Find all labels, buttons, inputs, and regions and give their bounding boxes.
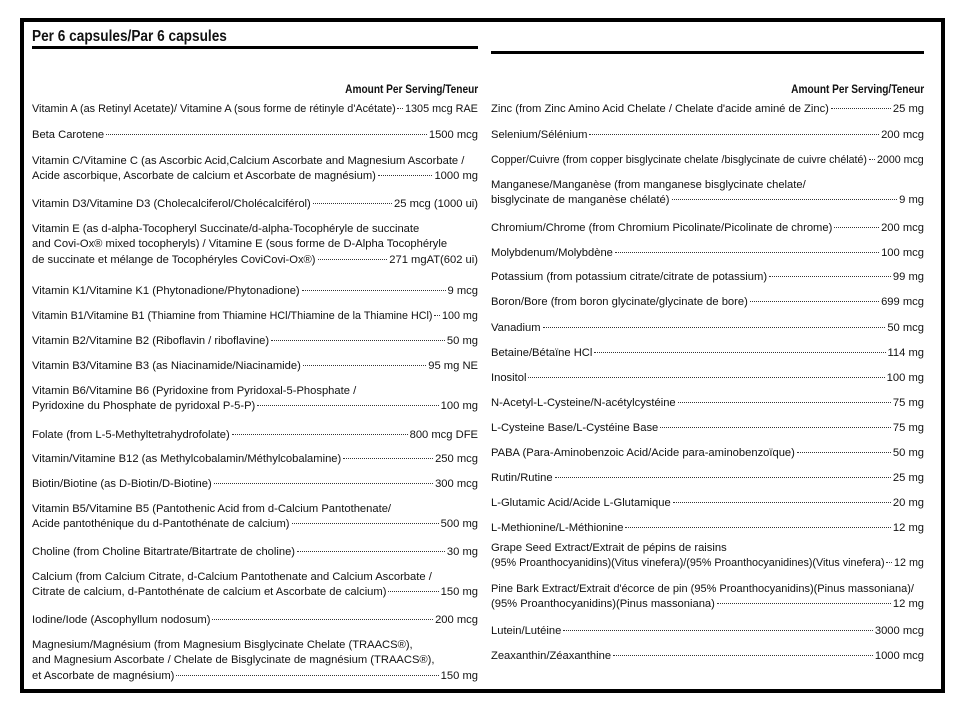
dot-leader	[660, 427, 891, 428]
nutrient-row	[491, 649, 924, 664]
nutrient-row	[32, 309, 478, 324]
nutrient-amount: 500 mg	[440, 518, 478, 531]
nutrient-amount: 50 mg	[892, 447, 924, 459]
dot-leader	[434, 315, 440, 316]
nutrient-amount: 9 mg	[899, 194, 924, 207]
nutrient-amount: 50 mg	[446, 335, 478, 347]
nutrient-name: Folate (from L-5-Methyltetrahydrofolate)	[32, 429, 230, 441]
nutrient-name: Pine Bark Extract/Extrait d'écorce de pin (95% Proanthocyanidins)(Pinus massoniana)/	[491, 583, 914, 595]
dot-leader	[292, 523, 439, 524]
nutrient-amount: 250 mcg	[435, 453, 478, 465]
dot-leader	[232, 434, 408, 435]
nutrient-name: Pyridoxine du Phosphate de pyridoxal P-5-P)	[32, 400, 256, 413]
nutrient-name: Vitamin B2/Vitamine B2 (Riboflavin / riboflavine)	[32, 335, 270, 347]
nutrient-row	[491, 624, 924, 639]
nutrient-amount: 20 mg	[892, 497, 924, 509]
nutrient-row	[32, 334, 478, 349]
nutrient-amount: 95 mg NE	[428, 360, 478, 372]
nutrient-row	[491, 346, 924, 361]
nutrient-amount: 12 mg	[892, 598, 924, 611]
nutrient-amount: 30 mg	[446, 546, 478, 558]
dot-leader	[797, 452, 891, 453]
nutrient-name: Vitamin C/Vitamine C (as Ascorbic Acid,Calcium Ascorbate and Magnesium Ascorbate /	[32, 155, 465, 167]
nutrient-row	[32, 452, 478, 467]
nutrient-name: L-Methionine/L-Méthionine	[491, 522, 624, 534]
nutrient-amount: 200 mcg	[881, 222, 924, 234]
dot-leader	[212, 619, 433, 620]
nutrient-amount: 1305 mcg RAE	[405, 103, 479, 115]
dot-leader	[271, 340, 445, 341]
nutrient-name: Vitamin D3/Vitamine D3 (Cholecalciferol/Cholécalciférol)	[32, 198, 311, 210]
nutrient-row	[32, 102, 478, 117]
nutrient-amount: 25 mg	[892, 103, 924, 115]
dot-leader	[543, 327, 886, 328]
nutrient-row	[491, 471, 924, 486]
dot-leader	[834, 227, 879, 228]
nutrient-name: Biotin/Biotine (as D-Biotin/D-Biotine)	[32, 478, 212, 490]
nutrient-name: Vitamin/Vitamine B12 (as Methylcobalamin/Méthylcobalamine)	[32, 453, 342, 465]
dot-leader	[831, 108, 891, 109]
nutrient-amount: 150 mg	[440, 586, 478, 599]
nutrient-amount: 1000 mcg	[874, 650, 924, 662]
nutrient-row	[32, 545, 478, 560]
nutrient-row	[491, 421, 924, 436]
nutrient-name: and Magnesium Ascorbate / Chelate de Bisglycinate de magnésium (TRAACS®),	[32, 654, 435, 667]
nutrient-name: Molybdenum/Molybdène	[491, 247, 613, 259]
nutrient-amount: 300 mcg	[435, 478, 478, 490]
nutrient-row	[491, 178, 924, 209]
nutrient-row	[491, 128, 924, 143]
nutrient-row	[32, 284, 478, 299]
right-column-header: Amount Per Serving/Teneur	[790, 84, 924, 96]
nutrient-row	[491, 246, 924, 261]
nutrient-row	[32, 384, 478, 415]
nutrient-amount: 50 mcg	[887, 322, 924, 334]
nutrient-amount: 25 mcg (1000 ui)	[394, 198, 478, 210]
nutrient-name: (95% Proanthocyanidins)(Vitus vinefera)/(95% Proanthocyanidines)(Vitus vinefera)	[491, 557, 885, 570]
nutrient-row	[32, 428, 478, 443]
nutrient-name: Magnesium/Magnésium (from Magnesium Bisglycinate Chelate (TRAACS®),	[32, 639, 413, 651]
nutrient-row	[32, 154, 478, 185]
nutrient-name: Betaine/Bétaïne HCl	[491, 347, 593, 359]
dot-leader	[378, 175, 433, 176]
dot-leader	[106, 134, 427, 135]
dot-leader	[343, 458, 433, 459]
dot-leader	[869, 159, 875, 160]
nutrient-name: Calcium (from Calcium Citrate, d-Calcium Pantothenate and Calcium Ascorbate /	[32, 571, 432, 583]
nutrient-name: bisglycinate de manganèse chélaté)	[491, 194, 670, 207]
dot-leader	[302, 290, 446, 291]
dot-leader	[672, 199, 898, 200]
dot-leader	[769, 276, 891, 277]
nutrient-name: Lutein/Lutéine	[491, 625, 562, 637]
dot-leader	[563, 630, 873, 631]
nutrient-name: Chromium/Chrome (from Chromium Picolinate/Picolinate de chrome)	[491, 222, 833, 234]
dot-leader	[257, 405, 438, 406]
nutrient-name: Selenium/Sélénium	[491, 129, 588, 141]
nutrient-name: Vitamin B3/Vitamine B3 (as Niacinamide/Niacinamide)	[32, 360, 301, 372]
nutrient-amount: 1000 mg	[434, 170, 478, 183]
nutrient-row	[32, 222, 478, 268]
nutrient-name: Acide pantothénique du d-Pantothénate de calcium)	[32, 518, 290, 531]
supplement-facts-panel	[20, 18, 945, 693]
nutrient-row	[491, 396, 924, 411]
dot-leader	[176, 675, 438, 676]
nutrient-name: Vanadium	[491, 322, 541, 334]
dot-leader	[886, 562, 892, 563]
nutrient-name: Vitamin K1/Vitamine K1 (Phytonadione/Phytonadione)	[32, 285, 300, 297]
title-rule	[32, 46, 478, 49]
dot-leader	[318, 259, 388, 260]
nutrient-name: (95% Proanthocyanidins)(Pinus massoniana)	[491, 598, 715, 611]
dot-leader	[297, 551, 445, 552]
nutrient-row	[491, 446, 924, 461]
nutrient-row	[491, 541, 924, 572]
nutrient-name: Grape Seed Extract/Extrait de pépins de raisins	[491, 542, 727, 554]
nutrient-name: Vitamin A (as Retinyl Acetate)/ Vitamine A (sous forme de rétinyle d'Acétate)	[32, 103, 396, 115]
right-column-rule	[491, 51, 924, 54]
nutrient-name: Copper/Cuivre (from copper bisglycinate chelate /bisglycinate de cuivre chélaté)	[491, 154, 867, 166]
dot-leader	[613, 655, 873, 656]
nutrient-amount: 12 mg	[894, 557, 925, 570]
nutrient-row	[491, 582, 924, 613]
nutrient-name: Vitamin B1/Vitamine B1 (Thiamine from Thiamine HCl/Thiamine de la Thiamine HCl)	[32, 310, 433, 322]
nutrient-name: Vitamin E (as d-alpha-Tocopheryl Succinate/d-alpha-Tocophéryle de succinate	[32, 223, 420, 235]
dot-leader	[528, 377, 884, 378]
nutrient-name: Vitamin B5/Vitamine B5 (Pantothenic Acid from d-Calcium Pantothenate/	[32, 503, 392, 515]
nutrient-name: de succinate et mélange de Tocophéryles CoviCovi-Ox®)	[32, 253, 316, 266]
nutrient-amount: 271 mgAT(602 ui)	[389, 253, 478, 266]
nutrient-row	[32, 359, 478, 374]
nutrient-name: L-Cysteine Base/L-Cystéine Base	[491, 422, 659, 434]
dot-leader	[594, 352, 885, 353]
nutrient-amount: 100 mg	[886, 372, 924, 384]
nutrient-row	[32, 197, 478, 212]
nutrient-name: Manganese/Manganèse (from manganese bisglycinate chelate/	[491, 179, 806, 191]
dot-leader	[388, 591, 438, 592]
nutrient-row	[491, 371, 924, 386]
nutrient-amount: 100 mg	[442, 310, 479, 322]
nutrient-row	[32, 613, 478, 628]
nutrient-row	[491, 321, 924, 336]
nutrient-row	[491, 496, 924, 511]
nutrient-name: et Ascorbate de magnésium)	[32, 669, 175, 682]
nutrient-amount: 150 mg	[440, 669, 478, 682]
nutrient-row	[491, 153, 924, 168]
dot-leader	[615, 252, 879, 253]
nutrient-row	[491, 270, 924, 285]
nutrient-amount: 99 mg	[892, 271, 924, 283]
nutrient-name: Vitamin B6/Vitamine B6 (Pyridoxine from Pyridoxal-5-Phosphate /	[32, 385, 357, 397]
nutrient-amount: 100 mcg	[881, 247, 924, 259]
nutrient-name: Inositol	[491, 372, 527, 384]
nutrient-name: L-Glutamic Acid/Acide L-Glutamique	[491, 497, 671, 509]
nutrient-name: Acide ascorbique, Ascorbate de calcium et Ascorbate de magnésium)	[32, 170, 376, 183]
nutrient-amount: 114 mg	[887, 347, 924, 359]
nutrient-row	[491, 521, 924, 536]
nutrient-amount: 800 mcg DFE	[409, 429, 478, 441]
dot-leader	[303, 365, 426, 366]
nutrient-row	[491, 221, 924, 236]
nutrient-name: Zeaxanthin/Zéaxanthine	[491, 650, 612, 662]
left-column-header: Amount Per Serving/Teneur	[344, 84, 478, 96]
nutrient-amount: 100 mg	[440, 400, 478, 413]
nutrient-amount: 9 mcg	[447, 285, 478, 297]
nutrient-amount: 200 mcg	[435, 614, 478, 626]
nutrient-name: PABA (Para-Aminobenzoic Acid/Acide para-aminobenzoïque)	[491, 447, 795, 459]
nutrient-amount: 75 mg	[892, 397, 924, 409]
nutrient-amount: 75 mg	[892, 422, 924, 434]
dot-leader	[678, 402, 891, 403]
panel-title: Per 6 capsules/Par 6 capsules	[32, 28, 227, 45]
nutrient-amount: 699 mcg	[881, 296, 924, 308]
nutrient-row	[32, 128, 478, 143]
nutrient-row	[32, 570, 478, 601]
nutrient-name: Rutin/Rutine	[491, 472, 553, 484]
dot-leader	[397, 108, 403, 109]
nutrient-amount: 1500 mcg	[428, 129, 478, 141]
nutrient-name: Potassium (from potassium citrate/citrate de potassium)	[491, 271, 768, 283]
nutrient-name: Beta Carotene	[32, 129, 105, 141]
nutrient-name: Choline (from Choline Bitartrate/Bitartrate de choline)	[32, 546, 296, 558]
nutrient-amount: 2000 mcg	[877, 154, 925, 166]
nutrient-amount: 25 mg	[892, 472, 924, 484]
nutrient-amount: 3000 mcg	[874, 625, 924, 637]
dot-leader	[673, 502, 891, 503]
nutrient-row	[491, 102, 924, 117]
nutrient-name: Citrate de calcium, d-Pantothénate de calcium et Ascorbate de calcium)	[32, 586, 387, 599]
dot-leader	[589, 134, 879, 135]
dot-leader	[313, 203, 392, 204]
nutrient-row	[32, 638, 478, 684]
nutrient-name: Zinc (from Zinc Amino Acid Chelate / Chelate d'acide aminé de Zinc)	[491, 103, 829, 115]
nutrient-row	[32, 477, 478, 492]
dot-leader	[555, 477, 891, 478]
dot-leader	[750, 301, 879, 302]
dot-leader	[717, 603, 891, 604]
nutrient-amount: 12 mg	[892, 522, 924, 534]
nutrient-name: Iodine/Iode (Ascophyllum nodosum)	[32, 614, 211, 626]
nutrient-row	[491, 295, 924, 310]
nutrient-name: Boron/Bore (from boron glycinate/glycinate de bore)	[491, 296, 748, 308]
nutrient-row	[32, 502, 478, 533]
dot-leader	[625, 527, 890, 528]
nutrient-amount: 200 mcg	[881, 129, 924, 141]
nutrient-name: N-Acetyl-L-Cysteine/N-acétylcystéine	[491, 397, 676, 409]
dot-leader	[214, 483, 433, 484]
nutrient-name: and Covi-Ox® mixed tocopheryls) / Vitamine E (sous forme de D-Alpha Tocophéryle	[32, 238, 448, 251]
